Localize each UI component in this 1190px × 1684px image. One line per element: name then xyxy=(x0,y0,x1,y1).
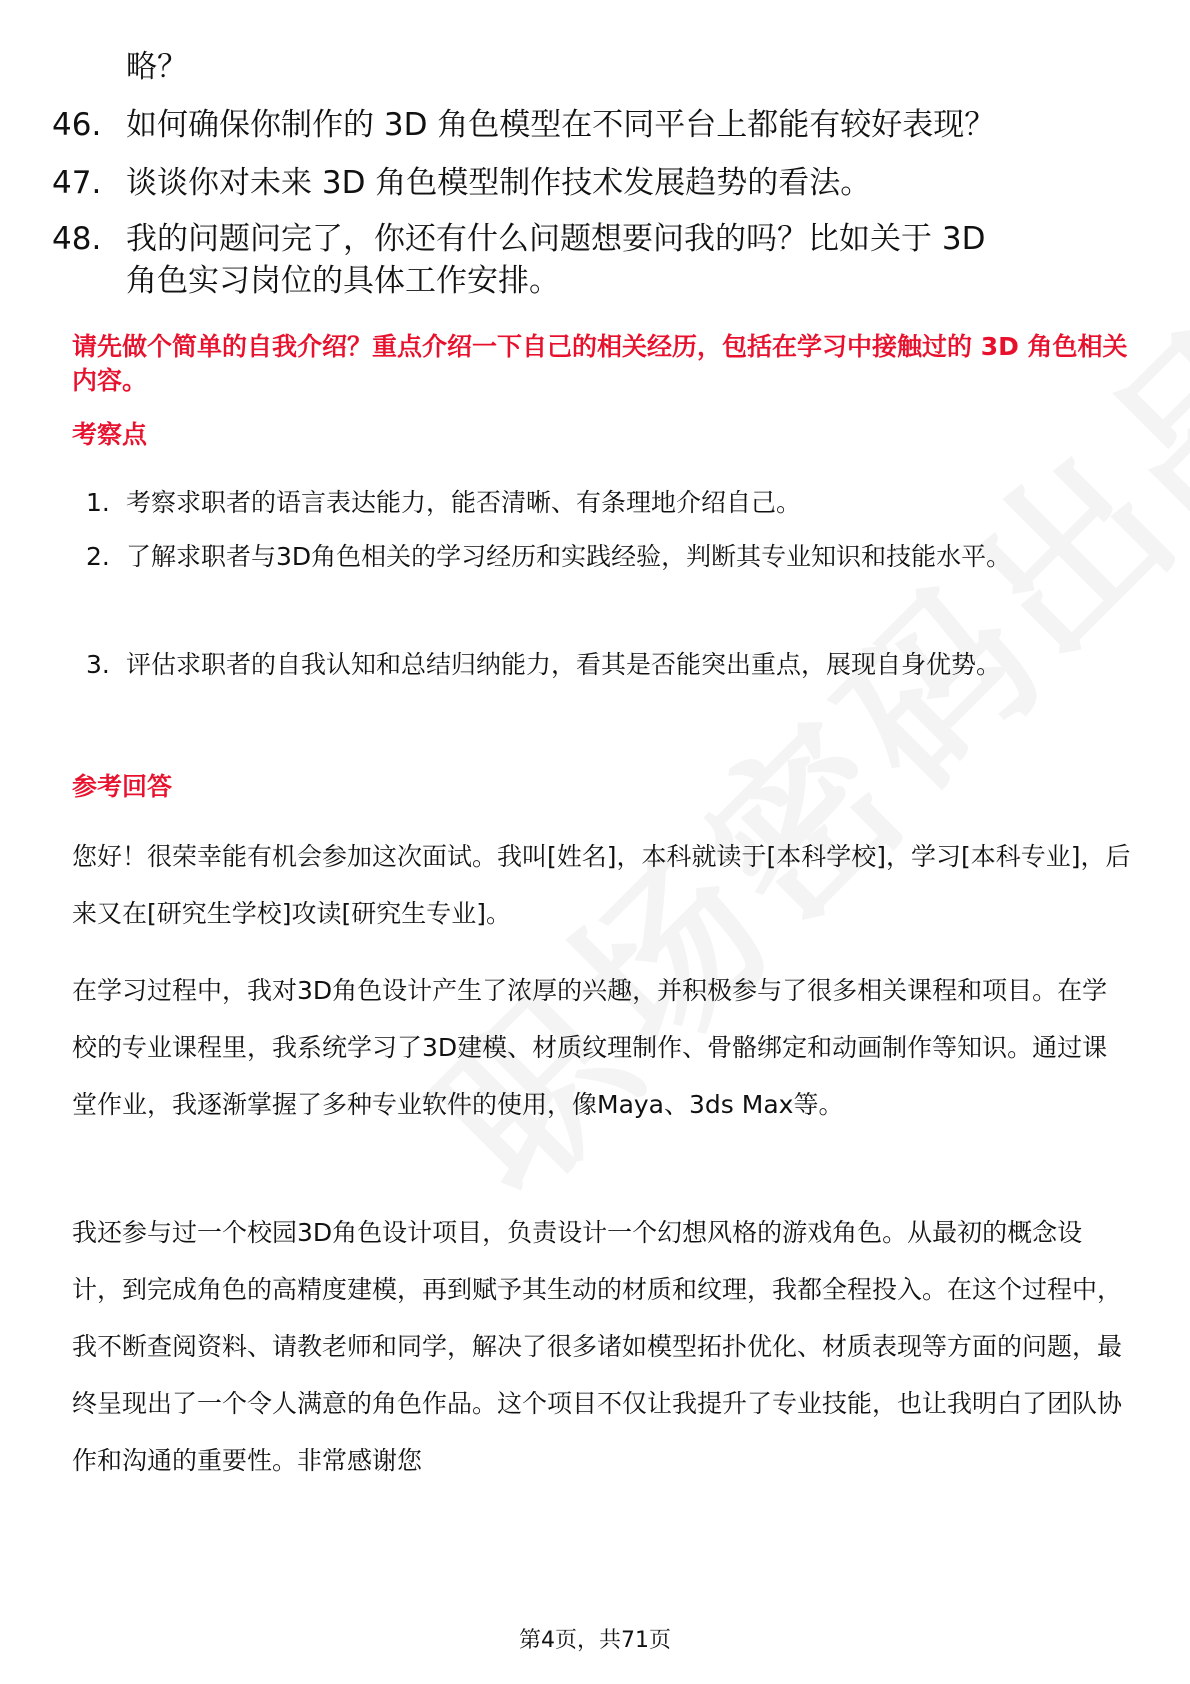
point-number: 3. xyxy=(86,650,110,679)
question-text: 如何确保你制作的 3D 角色模型在不同平台上都能有较好表现？ xyxy=(126,107,996,143)
question-text: 我的问题问完了，你还有什么问题想要问我的吗？比如关于 3D 角色实习岗位的具体工作安排。 xyxy=(126,221,986,299)
answer-paragraph: 我还参与过一个校园3D角色设计项目，负责设计一个幻想风格的游戏角色。从最初的概念设计，到完成角色的高精度建模，再到赋予其生动的材质和纹理，我都全程投入。在这个过程中，我不断查阅资料、请教老师和同学，解决了很多诸如模型拓扑优化、材质表现等方面的问题，最终呈现出了一个令人满意的角色作品。这个项目不仅让我提升了专业技能，也让我明白了团队协作和沟通的重要性。非常感谢您 xyxy=(72,1218,1123,1475)
interview-question-heading: 请先做个简单的自我介绍？重点介绍一下自己的相关经历，包括在学习中接触过的 3D 角色相关内容。 xyxy=(72,332,1128,395)
point-text: 了解求职者与3D角色相关的学习经历和实践经验，判断其专业知识和技能水平。 xyxy=(126,542,1012,571)
point-number: 1. xyxy=(86,488,110,517)
question-tail-text: 略？ xyxy=(126,49,188,85)
question-number: 47. xyxy=(52,165,102,201)
points-heading: 考察点 xyxy=(72,420,148,449)
question-text: 谈谈你对未来 3D 角色模型制作技术发展趋势的看法。 xyxy=(126,165,872,201)
point-number: 2. xyxy=(86,542,110,571)
answer-heading: 参考回答 xyxy=(72,772,173,801)
point-text: 评估求职者的自我认知和总结归纳能力，看其是否能突出重点，展现自身优势。 xyxy=(126,650,1002,679)
question-number: 46. xyxy=(52,107,102,143)
point-text: 考察求职者的语言表达能力，能否清晰、有条理地介绍自己。 xyxy=(126,488,802,517)
answer-paragraph: 您好！很荣幸能有机会参加这次面试。我叫[姓名]，本科就读于[本科学校]，学习[本科专业]，后来又在[研究生学校]攻读[研究生专业]。 xyxy=(72,842,1131,928)
page-number: 第4页，共71页 xyxy=(519,1628,671,1653)
question-number: 48. xyxy=(52,221,102,257)
answer-paragraph: 在学习过程中，我对3D角色设计产生了浓厚的兴趣，并积极参与了很多相关课程和项目。在学校的专业课程里，我系统学习了3D建模、材质纹理制作、骨骼绑定和动画制作等知识。通过课堂作业，我逐渐掌握了多种专业软件的使用，像Maya、3ds Max等。 xyxy=(72,976,1108,1119)
